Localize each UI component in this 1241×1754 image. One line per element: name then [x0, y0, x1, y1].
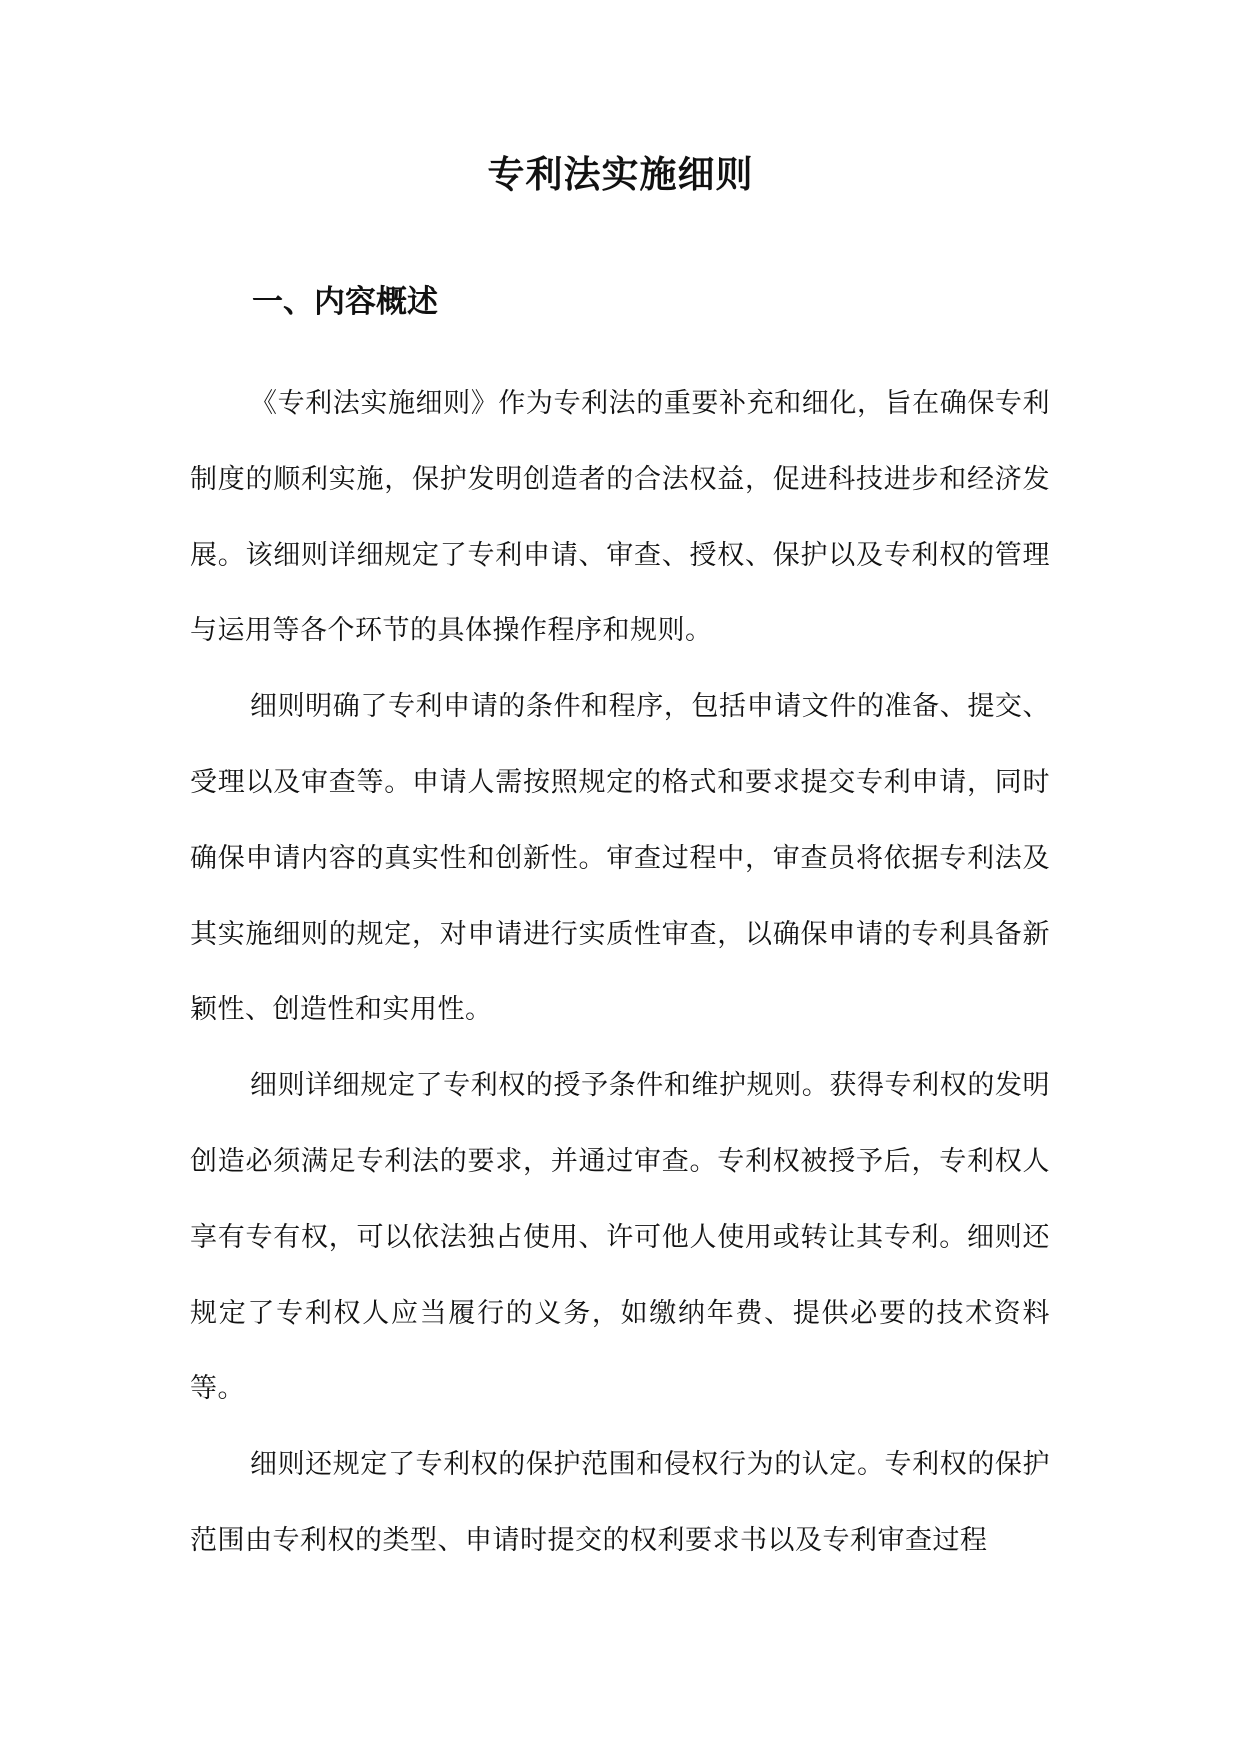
paragraph: 细则明确了专利申请的条件和程序，包括申请文件的准备、提交、受理以及审查等。申请人需按照规定的格式和要求提交专利申请，同时确保申请内容的真实性和创新性。审查过程中，审查员将依据专利法及其实施细则的规定，对申请进行实质性审查，以确保申请的专利具备新颖性、创造性和实用性。: [190, 691, 1050, 1026]
section-heading: 一、内容概述: [252, 284, 438, 320]
document-title: 专利法实施细则: [487, 153, 754, 196]
document-body: [190, 366, 1050, 1579]
paragraph: 细则还规定了专利权的保护范围和侵权行为的认定。专利权的保护范围由专利权的类型、申请时提交的权利要求书以及专利审查过程: [190, 1449, 1050, 1556]
paragraph: 《专利法实施细则》作为专利法的重要补充和细化，旨在确保专利制度的顺利实施，保护发明创造者的合法权益，促进科技进步和经济发展。该细则详细规定了专利申请、审查、授权、保护以及专利权的管理与运用等各个环节的具体操作程序和规则。: [190, 388, 1050, 647]
paragraph: 细则详细规定了专利权的授予条件和维护规则。获得专利权的发明创造必须满足专利法的要求，并通过审查。专利权被授予后，专利权人享有专有权，可以依法独占使用、许可他人使用或转让其专利。细则还规定了专利权人应当履行的义务，如缴纳年费、提供必要的技术资料等。: [190, 1070, 1050, 1405]
